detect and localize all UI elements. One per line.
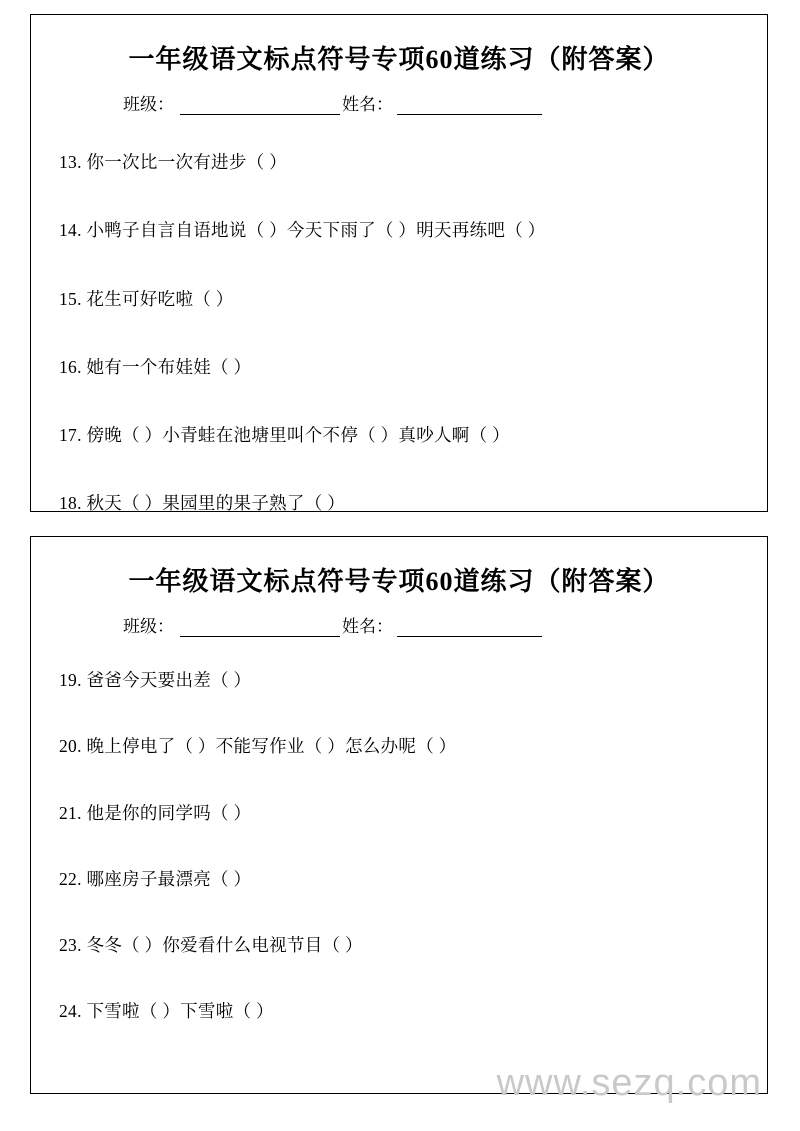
class-label: 班级： bbox=[123, 95, 174, 114]
question-item: 24. 下雪啦（ ）下雪啦（ ） bbox=[59, 1001, 274, 1022]
question-item: 13. 你一次比一次有进步（ ） bbox=[59, 152, 287, 172]
student-info-row bbox=[31, 90, 767, 115]
page-title: 一年级语文标点符号专项60道练习（附答案） bbox=[128, 567, 670, 596]
name-label: 姓名： bbox=[342, 617, 393, 636]
question-list-2 bbox=[31, 667, 767, 1025]
name-blank-line[interactable] bbox=[397, 621, 542, 637]
question-item: 21. 他是你的同学吗（ ） bbox=[59, 802, 252, 823]
question-item: 19. 爸爸今天要出差（ ） bbox=[59, 670, 252, 690]
worksheet-page-2 bbox=[30, 536, 768, 1094]
site-watermark: www.sezq.com bbox=[496, 1062, 762, 1104]
question-item: 16. 她有一个布娃娃（ ） bbox=[59, 356, 252, 377]
worksheet-page-1 bbox=[30, 14, 768, 512]
class-blank-line[interactable] bbox=[180, 99, 340, 115]
student-info-row bbox=[31, 612, 767, 637]
question-list-1 bbox=[31, 149, 767, 517]
name-label: 姓名： bbox=[342, 95, 393, 114]
question-item: 23. 冬冬（ ）你爱看什么电视节目（ ） bbox=[59, 935, 363, 955]
name-blank-line[interactable] bbox=[397, 99, 542, 115]
question-item: 20. 晚上停电了（ ）不能写作业（ ）怎么办呢（ ） bbox=[59, 736, 457, 757]
class-label: 班级： bbox=[123, 617, 174, 636]
page-title: 一年级语文标点符号专项60道练习（附答案） bbox=[128, 45, 670, 74]
question-item: 18. 秋天（ ）果园里的果子熟了（ ） bbox=[59, 493, 345, 514]
question-item: 14. 小鸭子自言自语地说（ ）今天下雨了（ ）明天再练吧（ ） bbox=[59, 220, 546, 241]
question-item: 15. 花生可好吃啦（ ） bbox=[59, 288, 234, 309]
question-item: 22. 哪座房子最漂亮（ ） bbox=[59, 868, 252, 889]
class-blank-line[interactable] bbox=[180, 621, 340, 637]
question-item: 17. 傍晚（ ）小青蛙在池塘里叫个不停（ ）真吵人啊（ ） bbox=[59, 425, 510, 445]
